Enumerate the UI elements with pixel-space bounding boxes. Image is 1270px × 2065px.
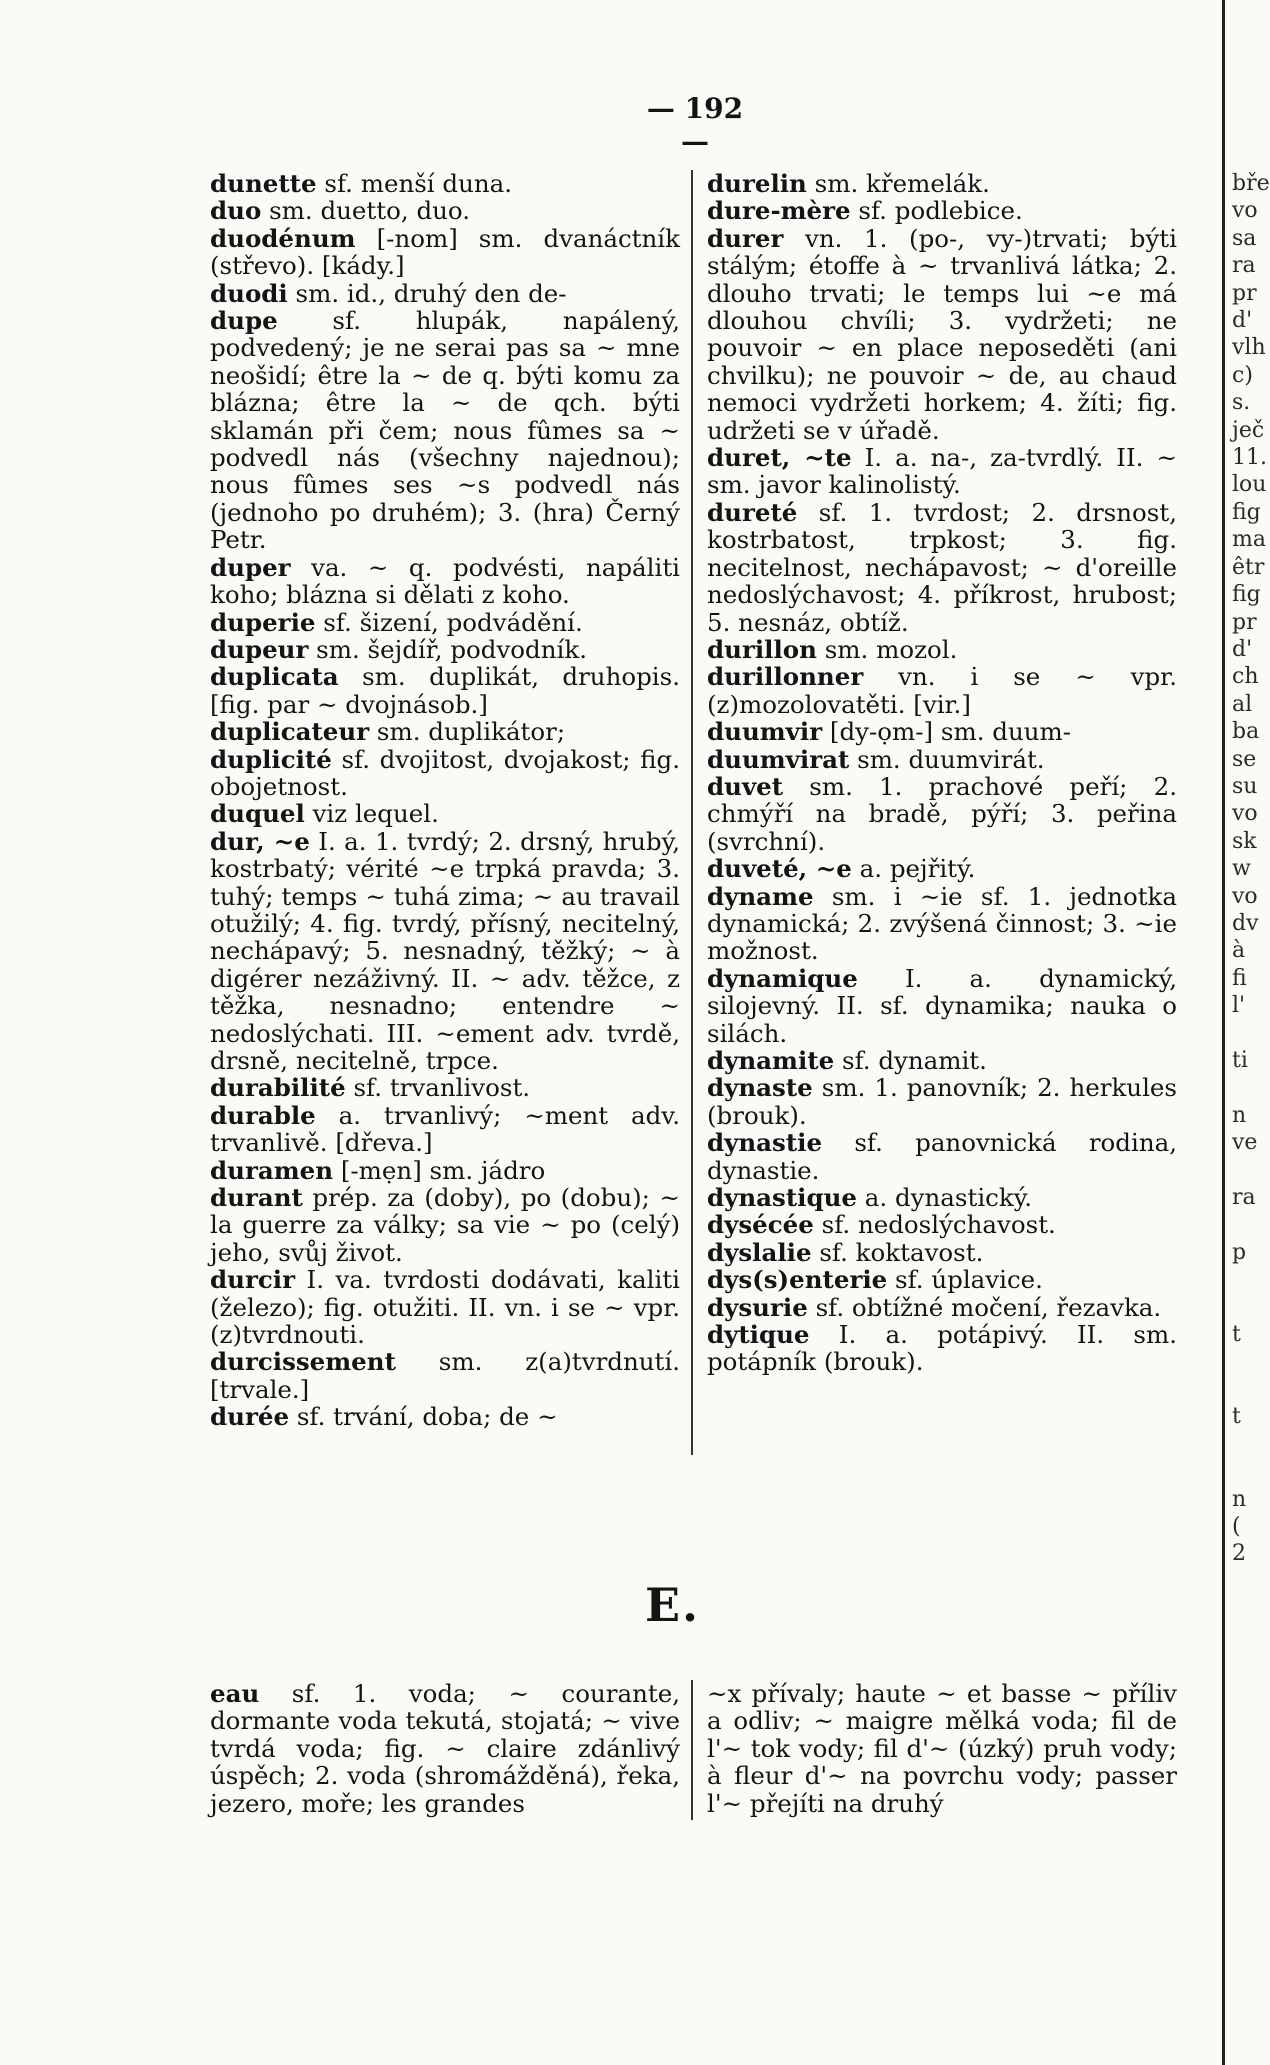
edge-fragment: vo	[1232, 801, 1258, 827]
dictionary-entry	[707, 1074, 1177, 1129]
edge-fragment: 2	[1232, 1541, 1246, 1567]
dictionary-entry	[707, 855, 1177, 882]
entry-body: sf. koktavost.	[811, 1237, 984, 1267]
dictionary-entry	[707, 773, 1177, 855]
entry-body: viz lequel.	[304, 799, 439, 829]
edge-fragment: d'	[1232, 636, 1253, 662]
edge-fragment: vo	[1232, 198, 1258, 224]
dictionary-entry	[707, 170, 1177, 197]
dictionary-entry	[210, 554, 680, 609]
entry-headword: durer	[707, 223, 784, 253]
entry-body: sf. úplavice.	[887, 1265, 1043, 1295]
edge-fragment: ti	[1232, 1048, 1248, 1073]
entry-body: sf. hlupák, napálený, podvedený; je ne serai pas sa ~ mne neošidí; être la ~ de q. býti komu za blázna; être la ~ de qch. býti sklamán při čem; nous fûmes sa ~ podvedl nás (všechny najednou); nous fûmes ses ~s podvedl nás (jednoho po druhém); 3. (hra) Černý Petr.	[210, 306, 680, 555]
entry-body: sm. 1. prachové peří; 2. chmýří na bradě, pýří; 3. peřina (svrchní).	[707, 771, 1177, 856]
dictionary-entry	[210, 1157, 680, 1184]
edge-fragment: êtr	[1232, 554, 1265, 580]
dictionary-entry	[210, 1403, 680, 1430]
dictionary-entry	[210, 1074, 680, 1101]
page-number: — 192 —	[646, 92, 744, 158]
dictionary-entry	[707, 718, 1177, 745]
edge-fragment	[1232, 1458, 1264, 1485]
column-divider	[691, 170, 693, 1455]
entry-body: sf. podlebice.	[850, 196, 1023, 226]
entry-body: sm. křemelák.	[806, 169, 990, 198]
dictionary-entry	[707, 1239, 1177, 1266]
entry-body: [dy-ọm-] sm. duum-	[822, 717, 1072, 747]
entry-body: I. va. tvrdosti dodávati, kaliti (železo); fig. otužiti. II. vn. i se ~ vpr. (z)tvrdnouti.	[210, 1265, 680, 1350]
facing-page-edge	[1232, 170, 1270, 1690]
entry-headword: durée	[210, 1402, 290, 1432]
entry-headword: eau	[210, 1679, 260, 1708]
entry-body: sm. duumvirát.	[849, 744, 1045, 774]
entry-headword: dureté	[707, 497, 798, 527]
entry-body: a. trvanlivý; ~ment adv. trvanlivě. [dřeva.]	[210, 1100, 680, 1158]
dictionary-entry	[707, 1321, 1177, 1376]
edge-fragment	[1232, 1020, 1264, 1047]
edge-fragment	[1232, 1294, 1264, 1321]
dictionary-entry	[210, 280, 680, 307]
entry-headword: dynastique	[707, 1183, 858, 1213]
edge-fragment: 11.	[1232, 445, 1267, 471]
dictionary-entry	[210, 828, 680, 1075]
dictionary-entry	[210, 170, 680, 197]
dictionary-entry	[210, 800, 680, 827]
entry-headword: dynamite	[707, 1046, 835, 1075]
entry-body: ~x přívaly; haute ~ et basse ~ příliv a odliv; ~ maigre mělká voda; fil de l'~ tok vody; fil d'~ (úzký) pruh vody; à fleur d'~ na povrchu vody; passer l'~ přejíti na druhý	[707, 1679, 1177, 1818]
entry-headword: durcir	[210, 1265, 295, 1295]
entry-body: sf. trvání, doba; de ~	[289, 1402, 558, 1432]
entry-body: [-mẹn] sm. jádro	[333, 1155, 546, 1185]
dictionary-entry	[707, 1266, 1177, 1293]
edge-fragment: ra	[1232, 1185, 1256, 1211]
entry-headword: duo	[210, 196, 262, 226]
dictionary-entry	[210, 1348, 680, 1403]
entry-headword: duodénum	[210, 223, 356, 253]
edge-fragment: ve	[1232, 1130, 1258, 1156]
edge-fragment: su	[1232, 773, 1258, 799]
section-letter: E.	[645, 1578, 701, 1632]
entry-body: sf. trvanlivost.	[345, 1073, 531, 1103]
edge-fragment: ječ	[1232, 417, 1265, 443]
dictionary-entry	[210, 663, 680, 718]
entry-headword: dynastie	[707, 1128, 823, 1158]
entry-headword: dysurie	[707, 1292, 808, 1322]
dictionary-entry	[707, 1047, 1177, 1074]
entry-headword: durelin	[707, 169, 807, 198]
entry-body: a. pejřitý.	[851, 854, 976, 884]
edge-fragment: s.	[1232, 390, 1251, 416]
entry-headword: dyname	[707, 881, 814, 911]
entry-headword: durcissement	[210, 1347, 396, 1377]
entry-body: sm. i ~ie sf. 1. jednotka dynamická; 2. zvýšená činnost; 3. ~ie možnost.	[707, 881, 1177, 966]
entry-headword: duplicata	[210, 662, 339, 692]
entry-body: I. a. potápivý. II. sm. potápník (brouk).	[707, 1320, 1177, 1377]
entry-body: I. a. na-, za-tvrdlý. II. ~ sm. javor kalinolistý.	[707, 443, 1178, 500]
edge-fragment: fig	[1232, 582, 1261, 608]
entry-headword: duvet	[707, 771, 784, 801]
entry-body: sf. menší duna.	[316, 169, 513, 198]
edge-fragment	[1232, 1348, 1264, 1375]
entry-headword: duquel	[210, 799, 305, 829]
entry-body: sf. nedoslýchavost.	[813, 1210, 1056, 1240]
entry-headword: duplicité	[210, 744, 332, 774]
entry-headword: dur, ~e	[210, 826, 310, 856]
entry-headword: duumvir	[707, 717, 823, 747]
entry-headword: dupe	[210, 306, 278, 336]
entry-body: sm. duplikátor;	[369, 717, 566, 747]
dictionary-entry	[707, 197, 1177, 224]
edge-fragment	[1232, 1431, 1264, 1458]
entry-body: sm. mozol.	[816, 634, 958, 664]
entry-body: prép. za (doby), po (dobu); ~ la guerre za války; sa vie ~ po (celý) jeho, svůj život.	[210, 1183, 680, 1267]
dictionary-entry	[707, 883, 1177, 965]
dictionary-entry	[707, 444, 1177, 499]
edge-fragment: w	[1232, 856, 1251, 882]
edge-fragment: c)	[1232, 362, 1253, 388]
entry-headword: dyslalie	[707, 1237, 812, 1267]
entry-headword: duplicateur	[210, 717, 370, 747]
entry-body: I. a. dynamický, silojevný. II. sf. dynamika; nauka o silách.	[707, 963, 1177, 1048]
dictionary-entry	[210, 1184, 680, 1266]
entry-body: sf. dynamit.	[834, 1046, 987, 1075]
edge-fragment: lou	[1232, 472, 1267, 498]
entry-headword: dynamique	[707, 963, 858, 993]
column-divider-bottom	[691, 1680, 693, 1820]
entry-headword: duramen	[210, 1155, 334, 1185]
dictionary-entry	[210, 1102, 680, 1157]
entry-body: sf. obtížné močení, řezavka.	[807, 1292, 1162, 1322]
entry-headword: duumvirat	[707, 744, 850, 774]
dictionary-entry	[210, 225, 680, 280]
dictionary-entry	[210, 609, 680, 636]
entry-headword: durillon	[707, 634, 817, 664]
edge-fragment: n	[1232, 1102, 1247, 1128]
edge-fragment: t	[1232, 1404, 1241, 1430]
edge-fragment: t	[1232, 1322, 1241, 1348]
dictionary-entry	[707, 663, 1177, 718]
entry-headword: durabilité	[210, 1073, 346, 1103]
dictionary-entry	[210, 636, 680, 663]
entry-body: sm. id., druhý den de-	[287, 278, 567, 308]
entry-body: sf. 1. voda; ~ courante, dormante voda tekutá, stojatá; ~ vive tvrdá voda; fig. ~ claire zdánlivý úspěch; 2. voda (shromážděná), řeka, jezero, moře; les grandes	[210, 1679, 680, 1818]
entry-headword: durant	[210, 1183, 303, 1213]
entry-headword: dupeur	[210, 634, 309, 664]
edge-fragment	[1232, 1157, 1264, 1184]
dictionary-entry	[707, 499, 1177, 636]
edge-fragment	[1232, 1074, 1264, 1101]
entry-headword: durillonner	[707, 662, 864, 692]
edge-fragment: dv	[1232, 910, 1259, 936]
edge-fragment: sk	[1232, 828, 1257, 854]
edge-fragment	[1232, 1211, 1264, 1238]
entry-body: va. ~ q. podvésti, napáliti koho; blázna si dělati z koho.	[210, 552, 680, 610]
entry-headword: duret, ~te	[707, 443, 852, 473]
edge-fragment: vo	[1232, 883, 1258, 909]
entry-body: sm. duplikát, druhopis. [fig. par ~ dvojnásob.]	[210, 662, 680, 719]
dictionary-entry	[210, 1266, 680, 1348]
edge-fragment: (	[1232, 1513, 1241, 1539]
edge-fragment: bře	[1232, 171, 1270, 196]
entry-body: sm. z(a)tvrdnutí. [trvale.]	[210, 1347, 680, 1404]
entry-body: [-nom] sm. dvanáctník (střevo). [kády.]	[210, 223, 680, 281]
dictionary-entry	[707, 1211, 1177, 1238]
edge-fragment	[1232, 1266, 1264, 1293]
bottom-right-entry	[707, 1680, 1177, 1817]
entry-body: vn. 1. (po-, vy-)trvati; býti stálým; étoffe à ~ trvanlivá látka; 2. dlouho trvati; le temps lui ~e má dlouhou chvíli; 3. vydržeti; ne pouvoir ~ en place neposeděti (ani chvilku); ne pouvoir ~ de, au chaud nemoci vydržeti horkem; 4. žíti; fig. udržeti se v úřadě.	[707, 223, 1177, 445]
edge-fragment: d'	[1232, 308, 1253, 334]
dictionary-entry	[707, 746, 1177, 773]
dictionary-entry	[707, 225, 1177, 444]
entry-body: sf. šizení, podvádění.	[315, 607, 583, 637]
dictionary-entry	[707, 636, 1177, 663]
entry-body: sf. dvojitost, dvojakost; fig. obojetnost.	[210, 744, 680, 801]
entry-body: sf. 1. tvrdost; 2. drsnost, kostrbatost, trpkost; 3. fig. necitelnost, nechápavost; ~ d'oreille nedoslýchavost; 4. příkrost, hrubost; 5. nesnáz, obtíž.	[707, 497, 1177, 637]
entry-headword: duveté, ~e	[707, 854, 852, 884]
edge-fragment: l'	[1232, 993, 1246, 1019]
entry-headword: dure-mère	[707, 196, 851, 226]
page-gutter-line	[1222, 0, 1225, 2065]
entry-body: sm. duetto, duo.	[261, 196, 471, 226]
edge-fragment: pr	[1232, 280, 1257, 306]
left-column	[210, 170, 680, 1431]
bottom-left-entry	[210, 1680, 680, 1817]
dictionary-entry	[707, 1129, 1177, 1184]
entry-headword: duodi	[210, 278, 288, 308]
entry-headword: duperie	[210, 607, 316, 637]
edge-fragment: n	[1232, 1486, 1247, 1512]
edge-fragment: fi	[1232, 965, 1247, 991]
entry-body: a. dynastický.	[857, 1183, 1033, 1213]
dictionary-entry	[210, 307, 680, 554]
entry-body: I. a. 1. tvrdý; 2. drsný, hrubý, kostrbatý; vérité ~e trpká pravda; 3. tuhý; temps ~ tuhá zima; ~ au travail otužilý; 4. fig. tvrdý, přísný, necitelný, nechápavý; 5. nesnadný, těžký; ~ à digérer nezáživný. II. ~ adv. těžce, z těžka, nesnadno; entendre ~ nedoslýchati. III. ~ement adv. tvrdě, drsně, necitelně, trpce.	[210, 826, 680, 1075]
entry-headword: duper	[210, 552, 291, 582]
dictionary-entry	[707, 965, 1177, 1047]
edge-fragment: se	[1232, 746, 1257, 772]
edge-fragment: ch	[1232, 664, 1259, 690]
entry-headword: durable	[210, 1100, 316, 1130]
entry-headword: dys(s)enterie	[707, 1265, 888, 1295]
edge-fragment: vlh	[1232, 335, 1266, 361]
edge-fragment: ba	[1232, 719, 1260, 745]
entry-body: vn. i se ~ vpr. (z)mozolovatěti. [vir.]	[707, 662, 1177, 719]
edge-fragment: fig	[1232, 499, 1261, 525]
entry-headword: dytique	[707, 1320, 810, 1350]
edge-fragment: pr	[1232, 609, 1257, 635]
entry-body: sm. 1. panovník; 2. herkules (brouk).	[707, 1073, 1177, 1130]
dictionary-entry	[707, 1294, 1177, 1321]
entry-headword: dysécée	[707, 1210, 814, 1240]
dictionary-entry	[707, 1184, 1177, 1211]
edge-fragment: à	[1232, 938, 1246, 964]
edge-fragment: p	[1232, 1239, 1247, 1265]
edge-fragment: sa	[1232, 225, 1257, 251]
right-column	[707, 170, 1177, 1376]
dictionary-entry	[210, 197, 680, 224]
dictionary-entry	[210, 718, 680, 745]
edge-fragment: ra	[1232, 253, 1256, 279]
dictionary-entry	[210, 746, 680, 801]
edge-fragment: al	[1232, 691, 1253, 717]
edge-fragment	[1232, 1376, 1264, 1403]
entry-headword: dunette	[210, 169, 317, 198]
entry-headword: dynaste	[707, 1073, 813, 1103]
edge-fragment: ma	[1232, 527, 1266, 553]
entry-body: sf. panovnická rodina, dynastie.	[707, 1128, 1177, 1185]
entry-body: sm. šejdíř, podvodník.	[308, 634, 587, 664]
